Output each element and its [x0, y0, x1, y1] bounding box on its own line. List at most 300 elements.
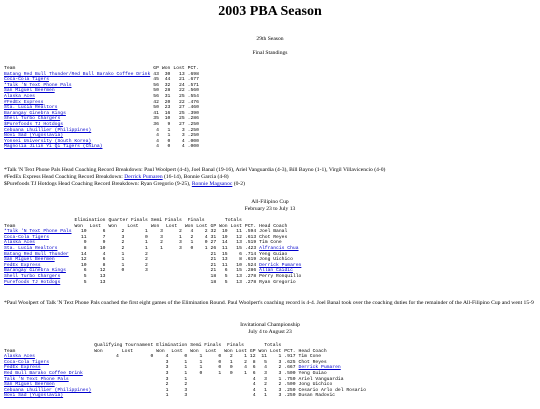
team-cell-link[interactable]: *Talk 'N Text Phone Pals [4, 229, 72, 235]
stat-cell: 0 [190, 245, 194, 251]
stat-cell: 15 [236, 268, 242, 274]
column-header: GP [153, 66, 159, 71]
stat-cell [196, 280, 210, 286]
stat-cell: 24 [179, 82, 185, 88]
stat-cell: .667 [284, 365, 296, 371]
stat-cell: .594 [244, 229, 257, 235]
coach-cell[interactable] [259, 246, 304, 252]
stat-cell: 31 [164, 93, 171, 99]
stat-cell: 13 [221, 257, 228, 263]
stat-cell: 22 [179, 88, 185, 94]
column-header: GP [249, 348, 256, 354]
stat-cell [224, 393, 235, 399]
stat-cell: 11 [80, 234, 87, 240]
stat-cell: 6 [252, 365, 256, 371]
stat-cell: .519 [244, 240, 257, 246]
stat-cell: 5 [224, 273, 228, 279]
stat-cell [108, 280, 127, 286]
stat-cell: .278 [244, 279, 257, 285]
stat-cell: .698 [187, 71, 199, 77]
stat-cell: 2 [278, 382, 282, 388]
coach-cell: Tim Cone [298, 354, 322, 360]
stat-cell: 21 [210, 257, 217, 263]
stat-cell: 13 [179, 71, 185, 77]
stat-cell: 13 [236, 240, 242, 246]
stat-cell: 6 [252, 370, 256, 376]
coach-cell: Ryan Gregorio [259, 279, 296, 285]
team-cell-link[interactable]: FedEx Express [4, 262, 41, 268]
stat-cell: 2 [145, 262, 148, 268]
column-header: Team [4, 223, 16, 229]
derrick-pumaren-link[interactable]: Derrick Pumaren [124, 174, 163, 180]
stat-cell [122, 393, 156, 399]
stat-cell: 1 [145, 240, 148, 246]
team-cell-link[interactable]: Shell Turbo Chargers [4, 116, 61, 122]
stat-cell: 26 [210, 245, 217, 251]
stat-cell: 1 [165, 387, 169, 393]
stat-cell: 3 [178, 240, 182, 246]
stat-cell: .250 [187, 133, 199, 139]
team-cell-link[interactable]: Cebuana Lhuillier (Philippines) [4, 127, 92, 133]
stat-cell: 10 [164, 116, 171, 122]
group-header: Totals [224, 218, 242, 223]
stat-cell: 1 [278, 376, 282, 382]
stat-cell: 0 [229, 370, 233, 376]
column-header: PCT. [244, 223, 257, 229]
stat-cell: 4 [156, 138, 159, 144]
team-cell[interactable] [4, 280, 75, 286]
stat-cell: 2 [178, 229, 182, 235]
stat-cell: 12 [80, 257, 87, 263]
stat-cell: 56 [153, 93, 159, 99]
stat-cell: 28 [164, 88, 171, 94]
stat-cell: 30 [164, 71, 171, 77]
table-row [4, 144, 202, 150]
team-cell-link[interactable]: Shell Turbo Chargers [4, 273, 61, 279]
stat-cell: 3 [184, 393, 188, 399]
stat-cell: 19 [221, 234, 228, 240]
stat-cell: 4 [252, 387, 256, 393]
team-cell-link[interactable]: Magnolia Jilin Yi Qi Tigers (China) [4, 144, 103, 150]
team-cell-link[interactable]: Coca-Cola Tigers [4, 77, 50, 83]
group-header: Quarter Finals [108, 218, 148, 223]
stat-cell: 10 [80, 262, 87, 268]
stat-cell: 1 [121, 251, 125, 257]
stat-cell [94, 393, 122, 399]
coach-cell: Ariel Vanguardia [298, 376, 344, 382]
coach-cell: Yeng Guiao [259, 251, 288, 257]
stat-cell: 5 [224, 279, 228, 285]
stat-cell: 3 [278, 370, 282, 376]
stat-cell: 1 [278, 354, 282, 360]
stat-cell: 4 [190, 229, 194, 235]
group-header: Elimination [156, 343, 188, 348]
coach-cell: Chot Reyes [298, 359, 327, 365]
stat-cell: 14 [221, 240, 228, 246]
stat-cell: .250 [284, 393, 296, 399]
stat-cell: 4 [244, 365, 247, 371]
stat-cell: 1 [199, 359, 203, 365]
stat-cell [166, 280, 185, 286]
stat-cell: 27 [179, 105, 185, 111]
column-header: PCT. [284, 348, 296, 354]
column-header: Team [4, 66, 16, 71]
stat-cell: 3 [178, 245, 182, 251]
coach-cell: Jong Uichico [259, 257, 293, 263]
stat-cell: 1 [244, 354, 247, 360]
stat-cell: 7 [102, 234, 106, 240]
stat-cell: 2 [121, 245, 125, 251]
stat-cell: .500 [284, 382, 296, 388]
stat-cell: 0 [229, 365, 233, 371]
stat-cell: 1 [184, 359, 188, 365]
stat-cell: 5 [83, 279, 87, 285]
team-cell-link[interactable]: Cebuana Lhuillier (Philippines) [4, 387, 92, 393]
column-header: Head Coach [259, 223, 288, 229]
stat-cell: 3 [165, 376, 169, 382]
stat-cell: 4 [181, 138, 185, 144]
stat-cell: 3 [264, 370, 267, 376]
stat-cell: 1 [184, 365, 188, 371]
stat-cell: 14 [80, 251, 87, 257]
column-header: Lost [171, 348, 183, 354]
stat-cell [205, 393, 224, 399]
column-header: Won [94, 348, 103, 354]
team-cell-link[interactable]: Batang Red Bull Thunder [4, 251, 69, 257]
column-header: Lost [230, 223, 242, 229]
note-tnt: *Talk 'N Text Phone Pals Head Coaching Record Breakdown: Paul Woolpert (4-4), Joel Banal (19-16), Ariel Vanguardia (4-3), Bill Bayno (1-1), Virgil Villavicencio (4-0) [4, 167, 386, 173]
stat-cell: 3 [145, 268, 148, 274]
stat-cell: 1 [145, 229, 148, 235]
stat-cell: 8 [102, 262, 106, 268]
stat-cell: .625 [284, 359, 296, 365]
coach-cell: Tim Cone [259, 240, 282, 246]
coach-cell-link[interactable]: Allan Caidic [259, 268, 293, 274]
stat-cell: 4 [116, 354, 119, 360]
stat-cell: 18 [210, 279, 217, 285]
stat-cell: 45 [153, 77, 159, 83]
team-cell-link[interactable]: Alaska Aces [4, 93, 35, 99]
coach-cell-link[interactable]: Alfrancis Chua [259, 245, 299, 251]
coach-cell-link[interactable]: Derrick Pumaren [259, 262, 302, 268]
stat-cell: .250 [187, 121, 199, 127]
coach-cell: Cesario Arlo del Rosario [298, 387, 367, 393]
stat-cell: 2 [121, 240, 125, 246]
stat-cell: 5 [264, 359, 267, 365]
stat-cell: .250 [187, 127, 199, 133]
stat-cell: 2 [204, 229, 208, 235]
stat-cell: 3 [278, 387, 282, 393]
stat-cell: 42 [153, 99, 159, 105]
column-header: Head Coach [298, 348, 327, 354]
group-header: Elimination [74, 218, 106, 223]
coach-cell: Perry Ronquillo [259, 273, 302, 279]
team-cell-link[interactable]: Alaska Aces [4, 354, 35, 360]
stat-cell: 25 [179, 93, 185, 99]
stat-cell: 2 [244, 359, 247, 365]
stat-cell: .554 [187, 93, 199, 99]
invitational-table [4, 343, 369, 399]
stat-cell: 9 [167, 121, 171, 127]
afc-note: *Paul Woolpert of Talk 'N Text Phone Pals coached the first eight games of the Elimination Round. Paul Woolpert's coaching record is 4-4. Joel Banal took over the coaching duties for the remainder of the All-Filipino Cup and went 15-9 [4, 300, 534, 306]
column-header: Lost [127, 223, 139, 229]
table-row [4, 280, 304, 286]
stat-cell: .476 [187, 99, 199, 105]
team-cell[interactable] [4, 144, 153, 150]
stat-cell: 0 [150, 354, 154, 360]
column-header: Lost [121, 348, 134, 354]
stat-cell: 21 [210, 251, 217, 257]
stat-cell: 4 [252, 376, 256, 382]
stat-cell: 0 [218, 354, 222, 360]
team-cell-link[interactable]: Sta. Lucia Realtors [4, 245, 58, 251]
column-header: Lost [205, 348, 217, 354]
stat-cell: 1 [264, 387, 267, 393]
stat-cell: 2 [121, 229, 125, 235]
afc-heading: All-Filipino Cup February 23 to July 13 [244, 199, 296, 212]
stat-cell: 50 [153, 88, 159, 94]
stat-cell: 1 [167, 133, 171, 139]
stat-cell: 0 [167, 138, 171, 144]
team-cell-link[interactable]: FedEx Express [4, 365, 41, 371]
stat-cell: 4 [252, 393, 256, 399]
invitational-heading: Invitational Championship July 4 to August 23 [240, 322, 300, 335]
stat-cell: 4 [264, 365, 267, 371]
stat-cell: 0 [167, 144, 171, 150]
team-cell-link[interactable]: San Miguel Beermen [4, 257, 55, 263]
team-cell-link[interactable]: Novi Sad (Yugoslavia) [4, 393, 64, 399]
stat-cell: 41 [153, 110, 159, 116]
stat-cell: 2 [264, 382, 267, 388]
stat-cell [190, 393, 205, 399]
stat-cell: 5 [83, 273, 87, 279]
stat-cell: 25 [179, 116, 185, 122]
stat-cell: 6 [83, 268, 87, 274]
group-header: Semi Finals [190, 343, 222, 348]
team-cell-link[interactable]: San Miguel Beermen [4, 382, 55, 388]
stat-cell: 15 [236, 245, 242, 251]
stat-cell: 4 [156, 133, 159, 139]
stat-cell: 8 [239, 257, 242, 263]
team-cell-link[interactable]: Barangay Ginebra Kings [4, 268, 66, 274]
column-header: Won [156, 348, 165, 354]
team-cell-link[interactable]: Alaska Aces [4, 240, 35, 246]
stat-cell: 0 [145, 234, 148, 240]
stat-cell: 1 [184, 376, 188, 382]
team-cell-link[interactable]: Barangay Ginebra Kings [4, 110, 66, 116]
stat-cell: 3 [278, 359, 282, 365]
stat-cell: 3 [181, 133, 185, 139]
stat-cell: 1 [199, 354, 203, 360]
stat-cell: 1 [218, 370, 222, 376]
column-header: Lost [270, 348, 282, 354]
stat-cell: 6 [102, 257, 106, 263]
stat-cell: 0 [204, 240, 208, 246]
stat-cell: 8 [83, 245, 87, 251]
team-cell-link[interactable]: San Miguel Beermen [4, 88, 55, 94]
table-row [4, 393, 369, 399]
stat-cell: 3 [165, 370, 169, 376]
stat-cell: 0 [218, 359, 222, 365]
stat-cell: 22 [179, 99, 185, 105]
group-header: Qualifying Tournament [94, 343, 154, 348]
coach-cell: Joel Banal [259, 229, 288, 235]
stat-cell: 0 [218, 365, 222, 371]
stat-cell: 3 [264, 376, 267, 382]
stat-cell: 1 [199, 365, 203, 371]
stat-cell: 3 [121, 234, 125, 240]
stat-cell: .500 [284, 370, 296, 376]
stat-cell: 4 [252, 382, 256, 388]
stat-cell: 20 [164, 99, 171, 105]
stat-cell: 3 [160, 229, 163, 235]
stat-cell: .286 [187, 116, 199, 122]
stat-cell: 1 [121, 257, 125, 263]
stat-cell: 11 [221, 262, 228, 268]
stat-cell: 21 [210, 262, 217, 268]
stat-cell: 12 [236, 234, 242, 240]
stat-cell: 27 [210, 240, 217, 246]
group-header: Finals [227, 343, 244, 348]
column-header: Lost [235, 348, 247, 354]
stat-cell: .677 [187, 77, 199, 83]
stat-cell: 8 [252, 359, 256, 365]
team-cell-link[interactable]: Purefoods TJ Hotdogs [4, 279, 61, 285]
team-cell-link[interactable]: Coca-Cola Tigers [4, 234, 50, 240]
page-title: 2003 PBA Season [218, 4, 322, 19]
stat-cell: 3 [181, 127, 185, 133]
stat-cell: 2 [160, 240, 163, 246]
column-header: Won [108, 223, 117, 229]
stat-cell: 1 [121, 262, 125, 268]
column-header: Won [74, 223, 83, 229]
stat-cell: 2 [190, 234, 194, 240]
stat-cell: 11 [261, 354, 267, 360]
stat-cell [236, 393, 250, 399]
note-fedex: #FedEx Express Head Coaching Record Breakdown: Derrick Pumaren (16-14), Bonnie Garcia (4-8) [4, 174, 229, 180]
team-cell-link[interactable]: Talk 'N Text Phone Pals [4, 376, 69, 382]
stat-cell: 21 [179, 77, 185, 83]
stat-cell: 35 [153, 116, 159, 122]
team-cell-link[interactable]: Batang Red Bull Thunder/Red Bull Barako Coffee Drink [4, 71, 151, 77]
stat-cell: 3 [165, 365, 169, 371]
stat-cell: 3 [278, 393, 282, 399]
team-cell-link[interactable]: #FedEx Express [4, 99, 44, 105]
stat-cell: .423 [244, 245, 257, 251]
stat-cell: .278 [244, 273, 257, 279]
column-header: Won [150, 223, 160, 229]
stat-cell: 1 [264, 393, 267, 399]
coach-cell: Dusan Radovic [298, 393, 336, 399]
stat-cell: .560 [187, 88, 199, 94]
stat-cell: 11 [221, 245, 228, 251]
column-header: Won [258, 348, 267, 354]
column-header: Won [224, 348, 233, 354]
team-cell-link[interactable]: *Talk 'N Text Phone Pals [4, 82, 72, 88]
stat-cell: 6 [224, 268, 228, 274]
stat-cell: 25 [179, 110, 185, 116]
stat-cell: 31 [210, 234, 217, 240]
stat-cell: 1 [165, 393, 169, 399]
coaching-notes [4, 167, 536, 188]
stat-cell: 4 [204, 234, 208, 240]
stat-cell: .571 [187, 82, 199, 88]
stat-cell: 13 [236, 273, 242, 279]
stat-cell: 1 [167, 127, 171, 133]
afc-table [4, 218, 304, 285]
stat-cell: 2 [229, 354, 233, 360]
final-standings-table [4, 66, 202, 150]
stat-cell: 9 [83, 240, 87, 246]
stat-cell: 21 [210, 268, 217, 274]
stat-cell: 10 [99, 245, 106, 251]
group-header: Totals [264, 343, 282, 348]
column-header: Lost [196, 223, 208, 229]
stat-cell: 12 [249, 354, 256, 360]
stat-cell: 13 [236, 279, 242, 285]
group-header: Finals [187, 218, 205, 223]
column-header: Won [190, 348, 199, 354]
stat-cell: 3 [160, 234, 163, 240]
stat-cell: 32 [210, 229, 217, 235]
stat-cell: 0 [121, 268, 125, 274]
stat-cell: 1 [178, 234, 182, 240]
ronnie-magsanoc-link[interactable]: Ronnie Magsanoc [191, 181, 233, 187]
stat-cell: 1 [145, 245, 148, 251]
stat-cell: .917 [284, 354, 296, 360]
stat-cell [127, 280, 151, 286]
stat-cell: 27 [179, 121, 185, 127]
column-header: Won [219, 223, 228, 229]
stat-cell: 43 [153, 71, 159, 77]
stat-cell: .000 [187, 138, 199, 144]
stat-cell: .714 [244, 251, 257, 257]
stat-cell: 1 [190, 240, 194, 246]
stat-cell: 2 [165, 382, 169, 388]
team-cell-link[interactable]: Red Bull Barako Coffee Drink [4, 370, 83, 376]
stat-cell: 36 [153, 121, 159, 127]
stat-cell: 10 [236, 262, 242, 268]
note-purefoods: $Purefoods TJ Hotdogs Head Coaching Record Breakdown: Ryan Gregorio (9-25), Ronnie Magsanoc (0-2) [4, 181, 245, 187]
stat-cell: .460 [187, 105, 199, 111]
stat-cell: 3 [165, 359, 169, 365]
stat-cell: .613 [244, 234, 257, 240]
stat-cell: 1 [244, 370, 247, 376]
stat-cell: 32 [164, 82, 171, 88]
stat-cell: .524 [244, 262, 257, 268]
team-cell-link[interactable]: Novi Sad (Yugoslavia) [4, 133, 64, 139]
stat-cell: 56 [153, 82, 159, 88]
team-cell-link[interactable]: $Purefoods TJ Hotdogs [4, 121, 64, 127]
stat-cell: 0 [184, 354, 188, 360]
stat-cell: 2 [184, 382, 188, 388]
team-cell-link[interactable]: Coca-Cola Tigers [4, 359, 50, 365]
team-cell-link[interactable]: Yonsei University (South Korea) [4, 138, 92, 144]
column-header: Won [184, 223, 194, 229]
stat-cell: 4 [156, 144, 159, 150]
stat-cell: 11 [236, 229, 242, 235]
stat-cell: 1 [184, 370, 188, 376]
coach-cell-link[interactable]: Derrick Pumaren [298, 365, 341, 371]
team-cell-link[interactable]: Sta. Lucia Realtors [4, 105, 58, 111]
group-header: Semi Finals [150, 218, 182, 223]
stat-cell: .390 [187, 110, 199, 116]
stat-cell: 6 [239, 251, 242, 257]
stat-cell: 2 [145, 251, 148, 257]
stat-cell: 10 [80, 229, 87, 235]
team-cell[interactable] [4, 393, 94, 399]
stat-cell: 2 [278, 365, 282, 371]
